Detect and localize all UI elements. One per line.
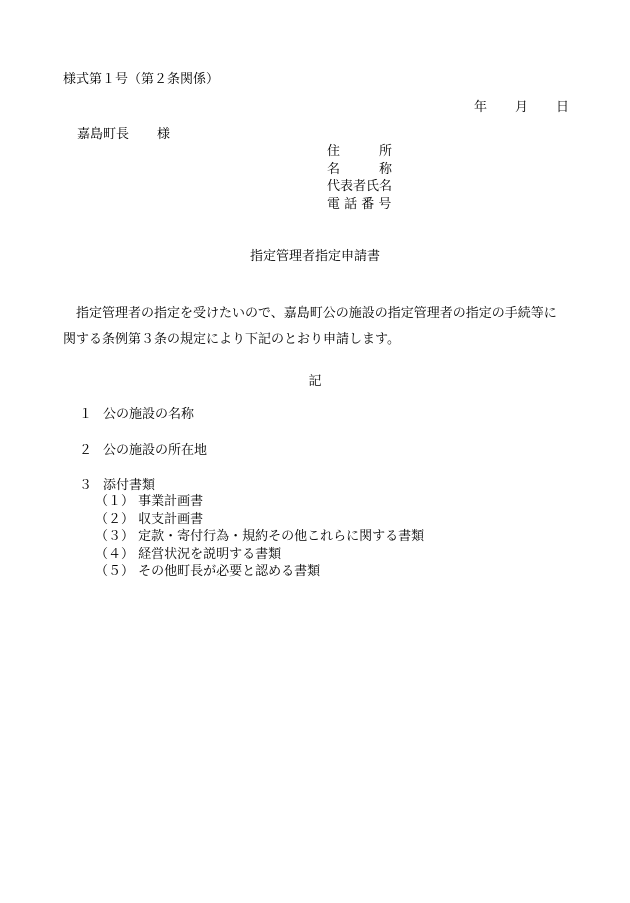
applicant-block (327, 143, 392, 213)
applicant-address-label: 住 所 (327, 144, 393, 159)
date-day: 日 (556, 100, 570, 115)
item-number: ３ (79, 478, 93, 493)
item-number: １ (79, 407, 93, 422)
addressee (77, 126, 170, 143)
applicant-phone-label: 電 話 番 号 (327, 196, 392, 212)
item-attachments (79, 477, 155, 494)
form-number: 様式第１号（第２条関係） (63, 72, 220, 87)
date-line (474, 99, 569, 116)
attachment-item: （５） その他町長が必要と認める書類 (95, 564, 321, 579)
item-facility-name (79, 406, 194, 423)
body-line-2: 関する条例第３条の規定により下記のとおり申請します。 (63, 332, 400, 347)
attachment-item: （３） 定款・寄付行為・規約その他これらに関する書類 (95, 529, 425, 544)
item-label: 公の施設の名称 (103, 407, 195, 422)
item-label: 添付書類 (103, 478, 156, 493)
application-body (63, 301, 583, 353)
attachment-item: （４） 経営状況を説明する書類 (95, 546, 282, 562)
item-facility-location (79, 442, 207, 459)
applicant-name-label: 名 称 (327, 161, 393, 177)
addressee-name: 嘉島町長 (77, 127, 130, 142)
attachment-item: （１） 事業計画書 (95, 494, 204, 509)
attachment-list (95, 493, 424, 581)
item-number: ２ (79, 443, 93, 458)
date-year: 年 (474, 100, 488, 115)
attachment-item: （２） 収支計画書 (95, 511, 204, 527)
ki-heading: 記 (308, 374, 322, 389)
item-label: 公の施設の所在地 (103, 443, 208, 458)
date-month: 月 (515, 100, 529, 115)
addressee-honorific: 様 (157, 127, 171, 142)
body-line-1: 指定管理者の指定を受けたいので、嘉島町公の施設の指定管理者の指定の手続等に (76, 306, 557, 321)
applicant-representative-label: 代表者氏名 (327, 179, 393, 194)
document-title: 指定管理者指定申請書 (249, 249, 380, 264)
